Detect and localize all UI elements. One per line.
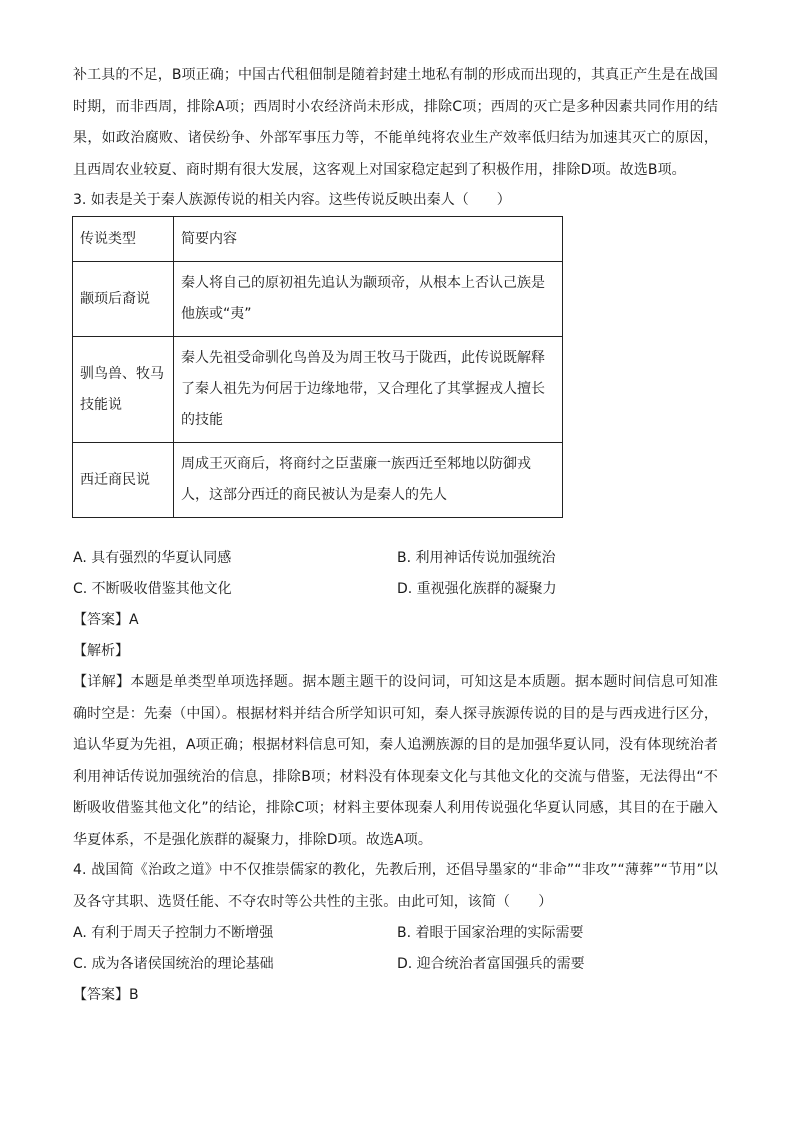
q3-option-c: C. 不断吸收借鉴其他文化 bbox=[73, 581, 232, 597]
q4-option-c: C. 成为各诸侯国统治的理论基础 bbox=[73, 956, 274, 972]
q3-analysis-label: 【解析】 bbox=[73, 643, 129, 659]
q3-option-a: A. 具有强烈的华夏认同感 bbox=[73, 550, 232, 566]
q3-option-b: B. 利用神话传说加强统治 bbox=[397, 550, 556, 566]
q3-answer-line bbox=[73, 610, 139, 630]
table-cell-type: 西迁商民说 bbox=[73, 443, 174, 518]
q4-option-a: A. 有利于周天子控制力不断增强 bbox=[73, 925, 274, 941]
answer-label: 【答案】 bbox=[73, 987, 129, 1003]
table-header-type: 传说类型 bbox=[73, 217, 174, 262]
answer-value: A bbox=[129, 612, 139, 628]
legend-table bbox=[72, 216, 563, 518]
table-row bbox=[73, 337, 563, 443]
table-header-content: 简要内容 bbox=[174, 217, 563, 262]
q3-stem: 3. 如表是关于秦人族源传说的相关内容。这些传说反映出秦人（ ） bbox=[73, 192, 511, 208]
detail-text: 本题是单类型单项选择题。据本题主题干的设问词，可知这是本质题。据本题时间信息可知准确时空是：先秦（中国）。根据材料并结合所学知识可知，秦人探寻族源传说的目的是与西戎进行区分，追认华夏为先祖，A项正确；根据材料信息可知，秦人追溯族源的目的是加强华夏认同，没有体现统治者利用神话传说加强统治的信息，排除B项；材料没有体现秦文化与其他文化的交流与借鉴，无法得出“不断吸收借鉴其他文化”的结论，排除C项；材料主要体现秦人利用传说强化华夏认同感，其目的在于融入华夏体系，不是强化族群的凝聚力，排除D项。故选A项。 bbox=[73, 674, 718, 848]
q4-option-b: B. 着眼于国家治理的实际需要 bbox=[397, 925, 584, 941]
q3-option-d: D. 重视强化族群的凝聚力 bbox=[397, 581, 557, 597]
q4-option-d: D. 迎合统治者富国强兵的需要 bbox=[397, 956, 585, 972]
table-cell-content: 周成王灭商后，将商纣之臣蜚廉一族西迁至邾地以防御戎人，这部分西迁的商民被认为是秦人的先人 bbox=[174, 443, 563, 518]
detail-label: 【详解】 bbox=[73, 674, 131, 690]
table-cell-type: 驯鸟兽、牧马技能说 bbox=[73, 337, 174, 443]
table-row bbox=[73, 443, 563, 518]
table-row bbox=[73, 262, 563, 337]
q4-answer-line bbox=[73, 985, 139, 1005]
table-cell-content: 秦人先祖受命驯化鸟兽及为周王牧马于陇西，此传说既解释了秦人祖先为何居于边缘地带，又合理化了其掌握戎人擅长的技能 bbox=[174, 337, 563, 443]
answer-value: B bbox=[129, 987, 139, 1003]
answer-label: 【答案】 bbox=[73, 612, 129, 628]
intro-paragraph: 补工具的不足，B项正确；中国古代租佃制是随着封建土地私有制的形成而出现的，其真正产生是在战国时期，而非西周，排除A项；西周时小农经济尚未形成，排除C项；西周的灭亡是多种因素共同作用的结果，如政治腐败、诸侯纷争、外部军事压力等，不能单纯将农业生产效率低归结为加速其灭亡的原因，且西周农业较夏、商时期有很大发展，这客观上对国家稳定起到了积极作用，排除D项。故选B项。 bbox=[73, 67, 718, 178]
table-cell-type: 颛顼后裔说 bbox=[73, 262, 174, 337]
table-header-row bbox=[73, 217, 563, 262]
q3-detail-paragraph bbox=[73, 667, 718, 856]
q4-stem: 4. 战国简《治政之道》中不仅推崇儒家的教化，先教后刑，还倡导墨家的“非命”“非攻”“薄葬”“节用”以及各守其职、选贤任能、不夺农时等公共性的主张。由此可知，该简（ ） bbox=[73, 862, 718, 910]
table-cell-content: 秦人将自己的原初祖先追认为颛顼帝，从根本上否认己族是他族或“夷” bbox=[174, 262, 563, 337]
